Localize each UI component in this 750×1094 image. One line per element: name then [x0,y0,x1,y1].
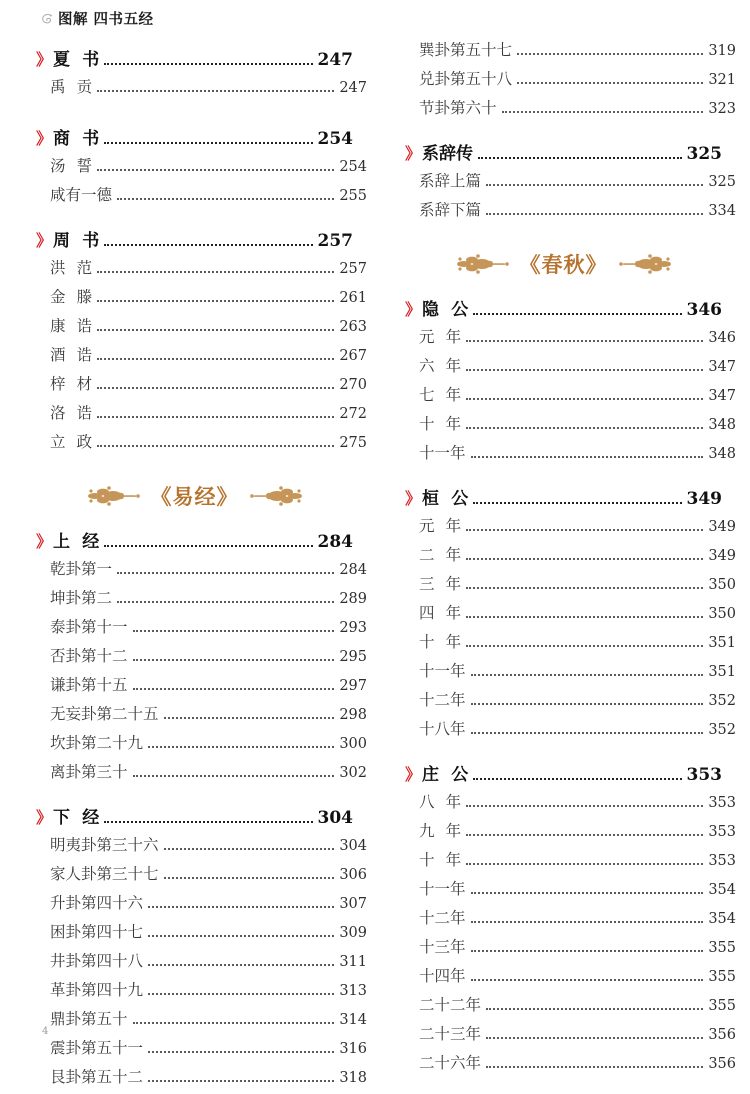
toc-entry-item[interactable] [405,877,736,906]
toc-entry-label: 十八年 [419,720,466,738]
toc-entry-label: 十一年 [419,662,466,680]
toc-entry-page: 261 [339,290,367,306]
dot-leader [97,300,334,302]
toc-entry-page: 349 [686,489,722,509]
dot-leader [97,329,334,331]
toc-entry-page: 289 [339,591,367,607]
dot-leader [148,993,334,995]
toc-entry-label: 酒 诰 [50,346,93,364]
dot-leader [471,703,704,705]
toc-entry-label: 十三年 [419,938,466,956]
toc-entry-label: 系辞传 [422,144,474,164]
toc-entry-item[interactable] [36,702,367,731]
toc-entry-page: 355 [708,998,736,1014]
toc-entry-page: 284 [317,532,353,552]
dot-leader [478,157,681,159]
dot-leader [486,1037,703,1039]
dot-leader [466,427,703,429]
toc-entry-item[interactable] [36,256,367,285]
spacer [405,125,722,132]
toc-entry-item[interactable] [405,630,736,659]
dot-leader [473,778,681,780]
toc-entry-page: 306 [339,867,367,883]
toc-entry-label: 家人卦第三十七 [50,865,159,883]
toc-entry-page: 348 [708,417,736,433]
toc-entry-item[interactable] [405,169,736,198]
toc-entry-page: 316 [339,1041,367,1057]
toc-entry-page: 325 [686,144,722,164]
toc-entry-page: 284 [339,562,367,578]
dot-leader [471,892,704,894]
toc-entry-label: 梓 材 [50,375,93,393]
toc-entry-item[interactable] [405,441,736,470]
folio-number: 4 [42,1026,49,1037]
toc-entry-item[interactable] [405,198,736,227]
toc-entry-page: 334 [708,203,736,219]
section-title-yijing [36,479,353,513]
toc-entry-item[interactable] [405,688,736,717]
toc-entry-label: 节卦第六十 [419,99,497,117]
dot-leader [471,456,704,458]
toc-entry-label: 十四年 [419,967,466,985]
dot-leader [466,616,703,618]
toc-entry-page: 298 [339,707,367,723]
page-title: 图解 四书五经 [58,11,154,28]
toc-entry-item[interactable] [36,644,367,673]
chevron-marker-icon: 》 [36,129,53,148]
chevron-marker-icon: 》 [405,144,422,163]
toc-entry-item[interactable] [405,964,736,993]
toc-entry-label: 艮卦第五十二 [50,1068,144,1086]
dot-leader [466,587,703,589]
toc-entry-label: 震卦第五十一 [50,1039,144,1057]
dot-leader [466,645,703,647]
toc-entry-label: 下 经 [53,808,100,828]
spacer [405,470,722,477]
toc-entry-label: 巽卦第五十七 [419,41,513,59]
dot-leader [517,82,703,84]
dot-leader [466,863,703,865]
toc-entry-item[interactable] [405,1022,736,1051]
toc-entry-item[interactable] [36,949,367,978]
toc-entry-label: 六 年 [419,357,462,375]
section-title-text: 《春秋》 [519,252,608,277]
dot-leader [104,821,312,823]
dot-leader [148,906,334,908]
toc-entry-page: 247 [317,50,353,70]
dot-leader [117,572,334,574]
toc-entry-page: 352 [708,722,736,738]
spacer [36,789,353,796]
toc-entry-page: 354 [708,911,736,927]
chevron-marker-icon: 》 [405,765,422,784]
toc-entry-page: 297 [339,678,367,694]
toc-entry-page: 257 [317,231,353,251]
toc-entry-label: 十二年 [419,909,466,927]
toc-entry-label: 二十三年 [419,1025,482,1043]
toc-entry-label: 井卦第四十八 [50,952,144,970]
toc-entry-label: 离卦第三十 [50,763,128,781]
dot-leader [471,950,704,952]
dot-leader [97,416,334,418]
toc-entry-page: 295 [339,649,367,665]
toc-entry-label: 鼎卦第五十 [50,1010,128,1028]
toc-entry-page: 355 [708,969,736,985]
dot-leader [486,213,703,215]
toc-entry-label: 元 年 [419,328,462,346]
toc-entry-label: 革卦第四十九 [50,981,144,999]
toc-entry-label: 二十二年 [419,996,482,1014]
toc-entry-label: 十二年 [419,691,466,709]
toc-entry-page: 353 [708,795,736,811]
toc-entry-chapter[interactable] [36,124,353,154]
toc-entry-item[interactable] [405,790,736,819]
toc-entry-label: 兑卦第五十八 [419,70,513,88]
spacer [36,104,353,117]
toc-entry-item[interactable] [36,978,367,1007]
dot-leader [471,732,704,734]
toc-entry-page: 254 [317,129,353,149]
toc-entry-page: 254 [339,159,367,175]
toc-entry-item[interactable] [36,75,367,104]
toc-entry-label: 隐 公 [422,300,469,320]
toc-entry-page: 311 [339,954,367,970]
toc-entry-page: 255 [339,188,367,204]
toc-entry-item[interactable] [405,993,736,1022]
toc-entry-item[interactable] [36,557,367,586]
toc-entry-label: 十 年 [419,851,462,869]
toc-entry-page: 325 [708,174,736,190]
toc-entry-label: 金 滕 [50,288,93,306]
toc-entry-page: 318 [339,1070,367,1086]
toc-entry-label: 系辞下篇 [419,201,482,219]
dot-leader [486,184,703,186]
toc-entry-label: 升卦第四十六 [50,894,144,912]
toc-entry-chapter[interactable] [405,484,722,514]
toc-entry-page: 351 [708,664,736,680]
toc-entry-page: 304 [317,808,353,828]
toc-entry-page: 307 [339,896,367,912]
dot-leader [466,529,703,531]
toc-entry-label: 康 诰 [50,317,93,335]
toc-entry-page: 356 [708,1056,736,1072]
section-title-chunqiu [405,247,722,281]
toc-entry-item[interactable] [405,717,736,746]
toc-entry-item[interactable] [36,154,367,183]
toc-entry-chapter[interactable] [36,803,353,833]
dot-leader [104,244,312,246]
dot-leader [148,935,334,937]
dot-leader [466,805,703,807]
dot-leader [133,630,335,632]
toc-entry-page: 347 [708,388,736,404]
dot-leader [466,398,703,400]
chevron-marker-icon: 》 [405,300,422,319]
toc-entry-page: 353 [686,765,722,785]
toc-entry-item[interactable] [405,325,736,354]
dot-leader [471,921,704,923]
toc-entry-label: 商 书 [53,129,100,149]
toc-entry-item[interactable] [405,819,736,848]
toc-entry-page: 351 [708,635,736,651]
toc-entry-chapter[interactable] [405,139,722,169]
toc-entry-page: 309 [339,925,367,941]
toc-entry-page: 352 [708,693,736,709]
toc-entry-chapter[interactable] [405,760,722,790]
toc-entry-item[interactable] [405,383,736,412]
toc-entry-page: 349 [708,519,736,535]
toc-entry-label: 否卦第十二 [50,647,128,665]
dot-leader [97,358,334,360]
toc-entry-item[interactable] [405,412,736,441]
toc-entry-page: 247 [339,80,367,96]
toc-entry-item[interactable] [405,906,736,935]
toc-entry-item[interactable] [36,430,367,459]
dot-leader [148,964,334,966]
toc-entry-label: 周 书 [53,231,100,251]
toc-entry-page: 321 [708,72,736,88]
toc-entry-label: 坎卦第二十九 [50,734,144,752]
left-column [0,38,375,1094]
toc-entry-label: 谦卦第十五 [50,676,128,694]
dot-leader [97,271,334,273]
toc-entry-label: 坤卦第二 [50,589,113,607]
toc-entry-label: 二十六年 [419,1054,482,1072]
toc-entry-item[interactable] [405,67,736,96]
toc-entry-label: 二 年 [419,546,462,564]
toc-entry-item[interactable] [36,285,367,314]
toc-entry-page: 347 [708,359,736,375]
spacer [405,746,722,753]
dot-leader [97,445,334,447]
toc-entry-label: 七 年 [419,386,462,404]
dot-leader [148,1080,334,1082]
dot-leader [117,198,334,200]
chevron-marker-icon: 》 [36,50,53,69]
toc-entry-page: 348 [708,446,736,462]
toc-entry-item[interactable] [36,401,367,430]
toc-entry-item[interactable] [36,1007,367,1036]
toc-entry-label: 困卦第四十七 [50,923,144,941]
dot-leader [148,746,334,748]
toc-entry-page: 346 [686,300,722,320]
toc-entry-item[interactable] [405,935,736,964]
dot-leader [133,688,335,690]
toc-entry-label: 乾卦第一 [50,560,113,578]
toc-entry-item[interactable] [36,343,367,372]
dot-leader [117,601,334,603]
toc-entry-label: 九 年 [419,822,462,840]
floral-flourish-icon [245,483,307,509]
toc-entry-label: 十一年 [419,880,466,898]
chevron-marker-icon: 》 [36,532,53,551]
toc-entry-item[interactable] [405,572,736,601]
floral-flourish-icon [614,251,676,277]
toc-entry-item[interactable] [405,848,736,877]
toc-entry-label: 立 政 [50,433,93,451]
toc-entry-item[interactable] [36,1036,367,1065]
toc-entry-item[interactable] [36,183,367,212]
toc-entry-page: 354 [708,882,736,898]
toc-entry-page: 300 [339,736,367,752]
floral-flourish-icon [452,251,514,277]
dot-leader [486,1066,703,1068]
toc-entry-page: 270 [339,377,367,393]
dot-leader [466,834,703,836]
toc-entry-item[interactable] [36,731,367,760]
toc-entry-page: 350 [708,577,736,593]
toc-entry-page: 350 [708,606,736,622]
toc-entry-label: 三 年 [419,575,462,593]
toc-entry-item[interactable] [405,1051,736,1080]
dot-leader [133,659,335,661]
toc-entry-item[interactable] [36,833,367,862]
dot-leader [104,63,312,65]
toc-entry-page: 319 [708,43,736,59]
toc-entry-page: 263 [339,319,367,335]
toc-entry-label: 十 年 [419,415,462,433]
toc-entry-page: 313 [339,983,367,999]
dot-leader [104,142,312,144]
toc-entry-label: 无妄卦第二十五 [50,705,159,723]
dot-leader [466,369,703,371]
toc-entry-label: 汤 誓 [50,157,93,175]
swirl-ornament-icon [40,12,54,26]
toc-entry-item[interactable] [36,1065,367,1094]
toc-entry-item[interactable] [36,891,367,920]
toc-entry-page: 314 [339,1012,367,1028]
floral-flourish-icon [83,483,145,509]
dot-leader [164,848,335,850]
toc-entry-item[interactable] [405,601,736,630]
toc-entry-label: 八 年 [419,793,462,811]
toc-entry-page: 353 [708,853,736,869]
dot-leader [104,545,312,547]
dot-leader [133,775,335,777]
toc-entry-item[interactable] [36,372,367,401]
toc-entry-item[interactable] [36,586,367,615]
toc-entry-page: 353 [708,824,736,840]
toc-entry-page: 293 [339,620,367,636]
toc-entry-chapter[interactable] [405,295,722,325]
chevron-marker-icon: 》 [36,808,53,827]
toc-entry-page: 346 [708,330,736,346]
toc-entry-label: 四 年 [419,604,462,622]
dot-leader [133,1022,335,1024]
dot-leader [97,169,334,171]
toc-entry-label: 咸有一德 [50,186,113,204]
toc-entry-page: 302 [339,765,367,781]
toc-entry-item[interactable] [36,760,367,789]
toc-entry-label: 洛 诰 [50,404,93,422]
dot-leader [466,558,703,560]
toc-entry-label: 夏 书 [53,50,100,70]
toc-entry-label: 明夷卦第三十六 [50,836,159,854]
page-header [40,8,154,29]
toc-entry-page: 349 [708,548,736,564]
chevron-marker-icon: 》 [405,489,422,508]
toc-columns [0,38,750,1094]
toc-entry-chapter[interactable] [36,226,353,256]
dot-leader [486,1008,703,1010]
toc-entry-label: 桓 公 [422,489,469,509]
toc-entry-label: 十 年 [419,633,462,651]
dot-leader [473,502,681,504]
dot-leader [471,979,704,981]
toc-entry-label: 系辞上篇 [419,172,482,190]
toc-entry-page: 356 [708,1027,736,1043]
toc-entry-item[interactable] [36,314,367,343]
toc-entry-page: 257 [339,261,367,277]
toc-entry-item[interactable] [405,38,736,67]
toc-entry-label: 洪 范 [50,259,93,277]
toc-entry-item[interactable] [405,96,736,125]
toc-entry-label: 泰卦第十一 [50,618,128,636]
toc-entry-label: 十一年 [419,444,466,462]
toc-entry-item[interactable] [405,543,736,572]
toc-entry-label: 元 年 [419,517,462,535]
dot-leader [473,313,681,315]
toc-entry-item[interactable] [36,615,367,644]
toc-entry-chapter[interactable] [36,45,353,75]
toc-entry-page: 267 [339,348,367,364]
toc-entry-page: 355 [708,940,736,956]
toc-entry-page: 275 [339,435,367,451]
toc-entry-label: 上 经 [53,532,100,552]
toc-entry-item[interactable] [36,862,367,891]
chevron-marker-icon: 》 [36,231,53,250]
toc-entry-item[interactable] [405,514,736,543]
toc-entry-page: 323 [708,101,736,117]
dot-leader [471,674,704,676]
toc-entry-label: 禹 贡 [50,78,93,96]
dot-leader [148,1051,334,1053]
dot-leader [502,111,704,113]
dot-leader [466,340,703,342]
toc-entry-item[interactable] [36,920,367,949]
dot-leader [164,877,335,879]
spacer [36,212,353,219]
right-column [375,38,750,1094]
toc-entry-item[interactable] [405,659,736,688]
toc-entry-label: 庄 公 [422,765,469,785]
toc-entry-page: 272 [339,406,367,422]
dot-leader [97,387,334,389]
section-title-text: 《易经》 [150,484,239,509]
dot-leader [97,90,334,92]
dot-leader [164,717,335,719]
toc-entry-item[interactable] [405,354,736,383]
toc-entry-page: 304 [339,838,367,854]
dot-leader [517,53,703,55]
toc-entry-item[interactable] [36,673,367,702]
toc-entry-chapter[interactable] [36,527,353,557]
